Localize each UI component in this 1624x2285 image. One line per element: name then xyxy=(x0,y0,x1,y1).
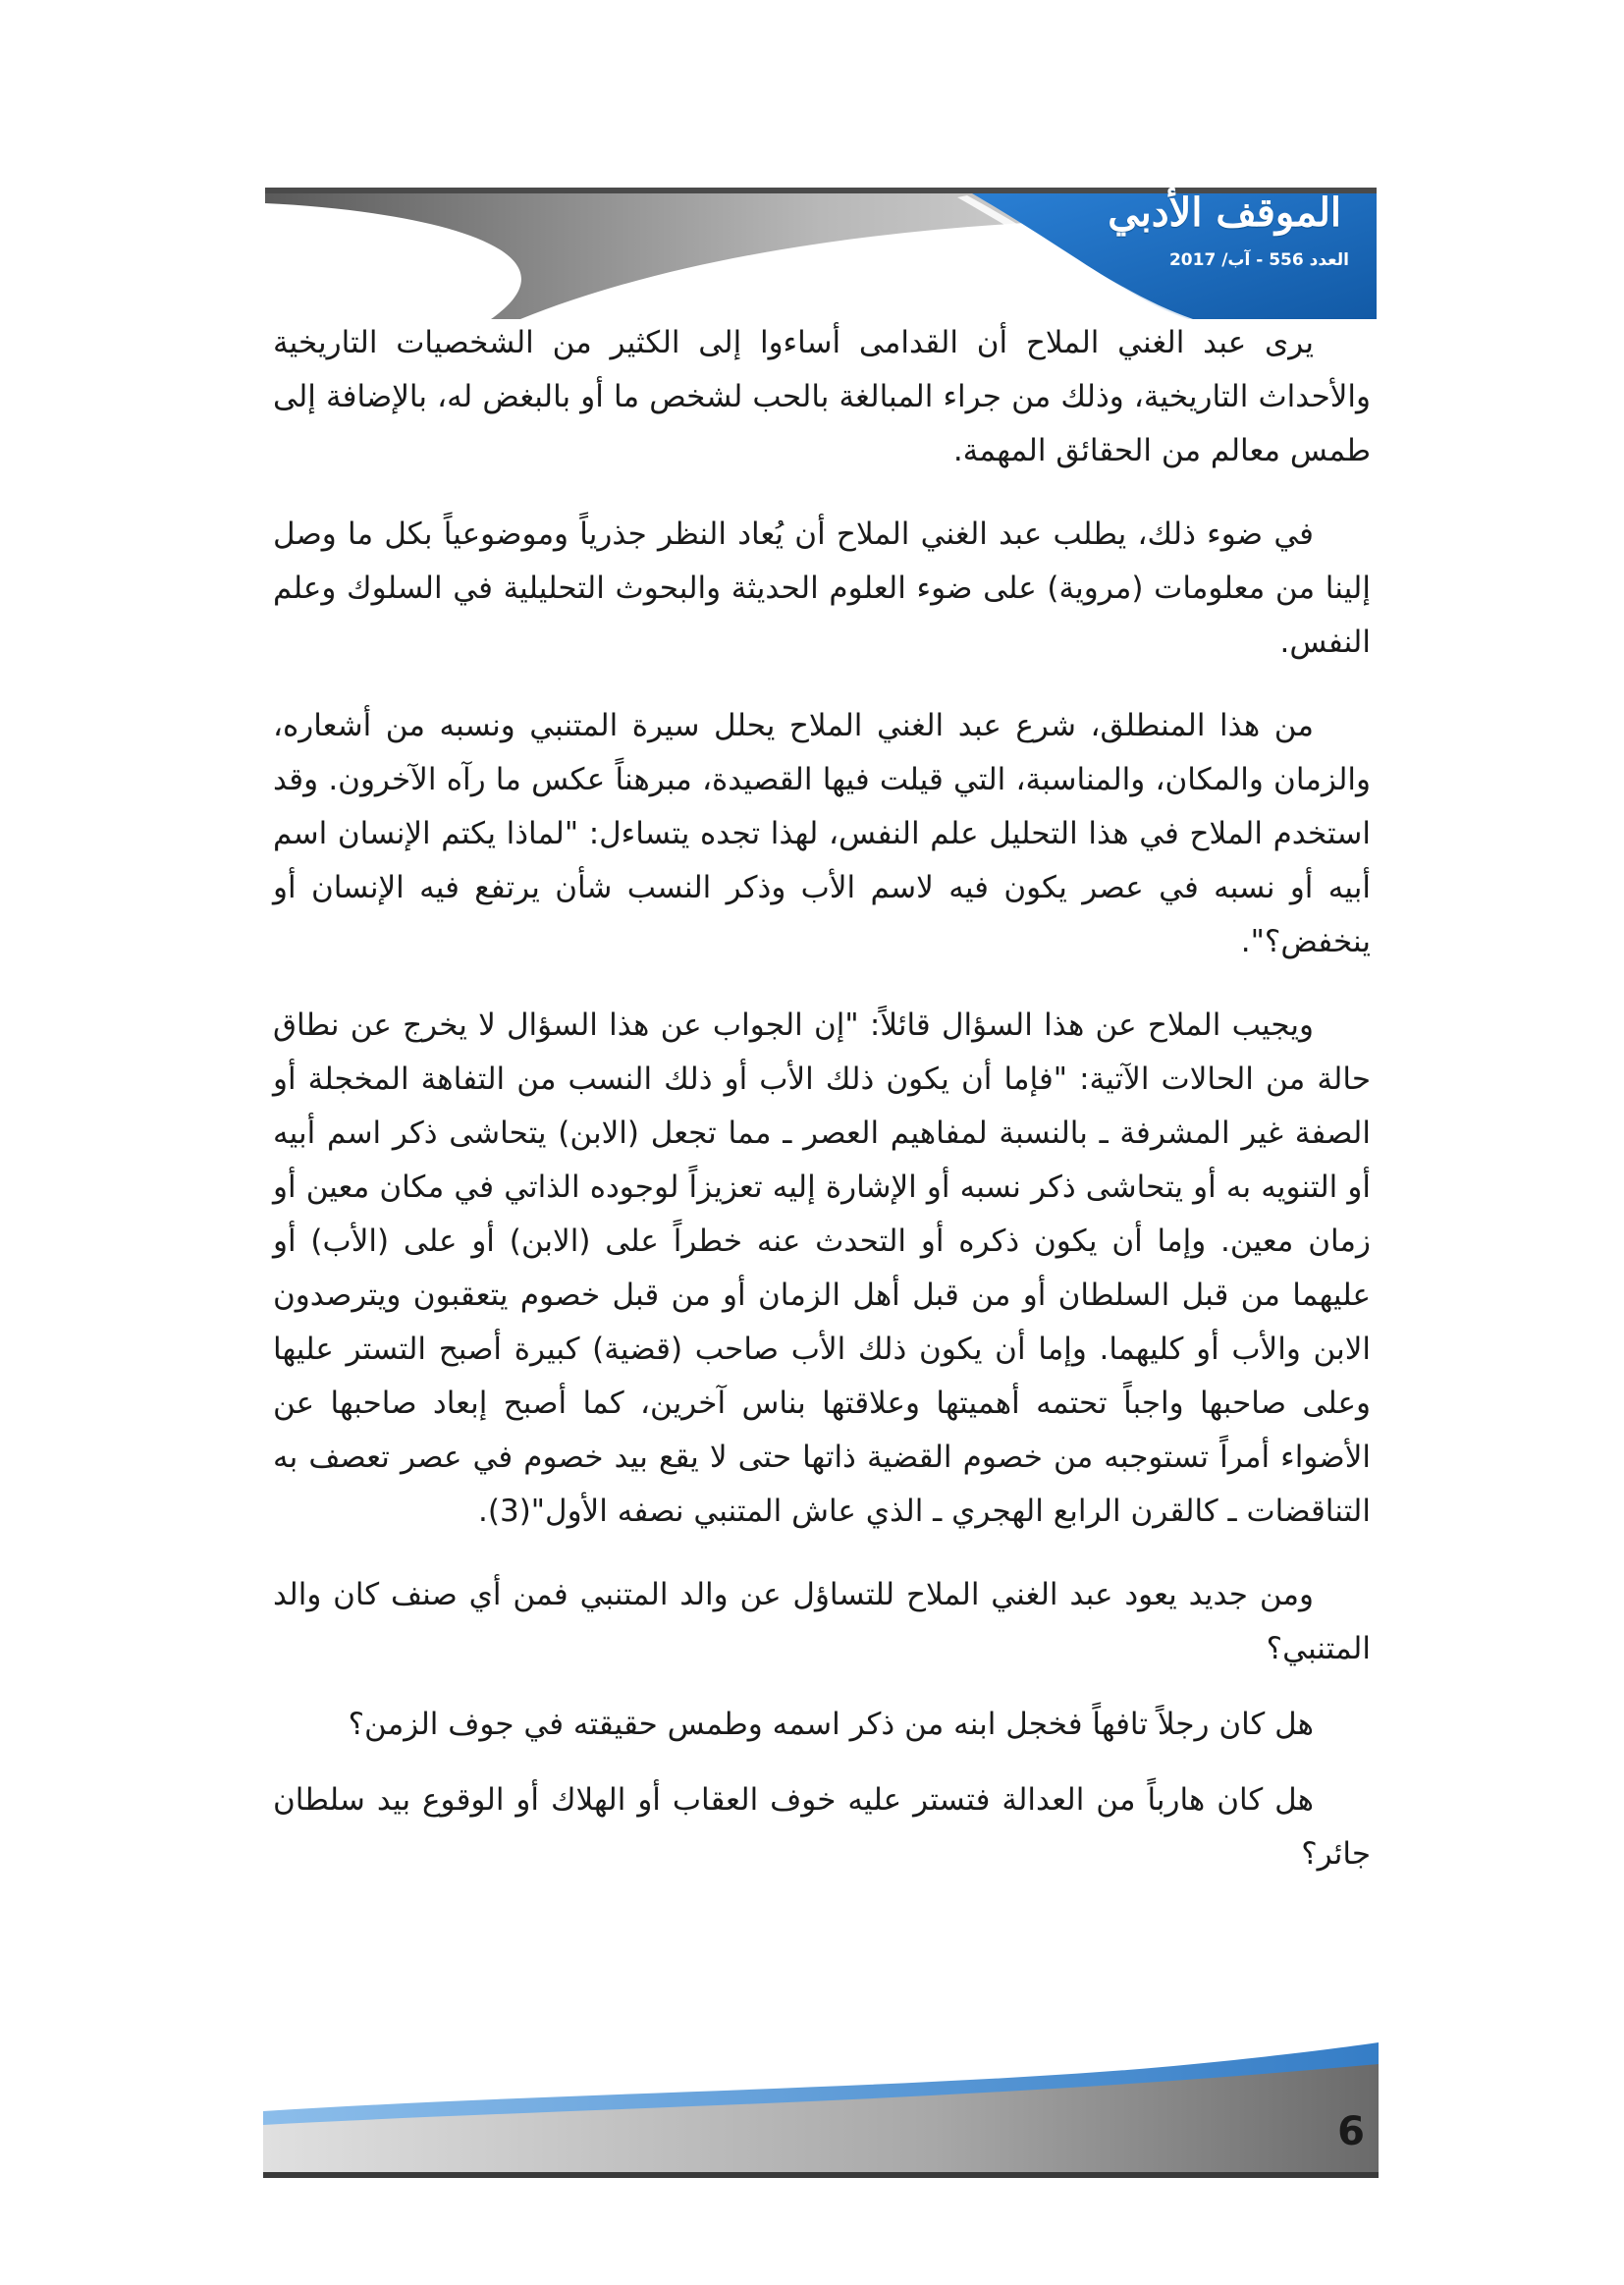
header-banner xyxy=(265,182,1377,319)
page-number: 6 xyxy=(1337,2109,1365,2154)
magazine-logo: الموقف الأدبي xyxy=(1108,190,1341,236)
issue-info: العدد 556 - آب/ 2017 xyxy=(1168,250,1349,270)
paragraph: هل كان هارباً من العدالة فتستر عليه خوف العقاب أو الهلاك أو الوقوع بيد سلطان جائر؟ xyxy=(273,1782,1371,1872)
paragraph: ويجيب الملاح عن هذا السؤال قائلاً: "إن الجواب عن هذا السؤال لا يخرج عن نطاق حالة من الحالات الآتية: "فإما أن يكون ذلك الأب أو ذلك النسب من التفاهة المخجلة أو الصفة غير المشرفة ـ بالنسبة لمفاهيم العصر ـ مما تجعل (الابن) يتحاشى ذكر اسم أبيه أو التنويه به أو يتحاشى ذكر نسبه أو الإشارة إليه تعزيزاً لوجوده الذاتي في مكان معين أو زمان معين. وإما أن يكون ذكره أو التحدث عنه خطراً على (الابن) أو على (الأب) أو عليهما من قبل السلطان أو من قبل أهل الزمان أو من قبل خصوم يتعقبون ويترصدون الابن والأب أو كليهما. وإما أن يكون ذلك الأب صاحب (قضية) كبيرة أصبح التستر عليها وعلى صاحبها واجباً تحتمه أهميتها وعلاقتها بناس آخرين، كما أصبح إبعاد صاحبها عن الأضواء أمراً تستوجبه من خصوم القضية ذاتها حتى لا يقع بيد خصوم في عصر تعصف به التناقضات ـ كالقرن الرابع الهجري ـ الذي عاش المتنبي نصفه الأول"(3). xyxy=(273,1007,1371,1529)
paragraph: يرى عبد الغني الملاح أن القدامى أساءوا إلى الكثير من الشخصيات التاريخية والأحداث التاريخية، وذلك من جراء المبالغة بالحب لشخص ما أو بالبغض له، بالإضافة إلى طمس معالم من الحقائق المهمة. xyxy=(273,325,1371,468)
paragraph: ومن جديد يعود عبد الغني الملاح للتساؤل عن والد المتنبي فمن أي صنف كان والد المتنبي؟ xyxy=(273,1577,1371,1666)
paragraph: هل كان رجلاً تافهاً فخجل ابنه من ذكر اسمه وطمس حقيقته في جوف الزمن؟ xyxy=(348,1707,1314,1742)
paragraph: من هذا المنطلق، شرع عبد الغني الملاح يحلل سيرة المتنبي ونسبه من أشعاره، والزمان والمكان، والمناسبة، التي قيلت فيها القصيدة، مبرهناً عكس ما رآه الآخرون. وقد استخدم الملاح في هذا التحليل علم النفس، لهذا تجده يتساءل: "لماذا يكتم الإنسان اسم أبيه أو نسبه في عصر يكون فيه لاسم الأب وذكر النسب شأن يرتفع فيه الإنسان أو ينخفض؟". xyxy=(273,708,1371,959)
article-body xyxy=(273,316,1371,1911)
paragraph: في ضوء ذلك، يطلب عبد الغني الملاح أن يُعاد النظر جذرياً وموضوعياً بكل ما وصل إلينا من معلومات (مروية) على ضوء العلوم الحديثة والبحوث التحليلية في السلوك وعلم النفس. xyxy=(273,517,1371,660)
